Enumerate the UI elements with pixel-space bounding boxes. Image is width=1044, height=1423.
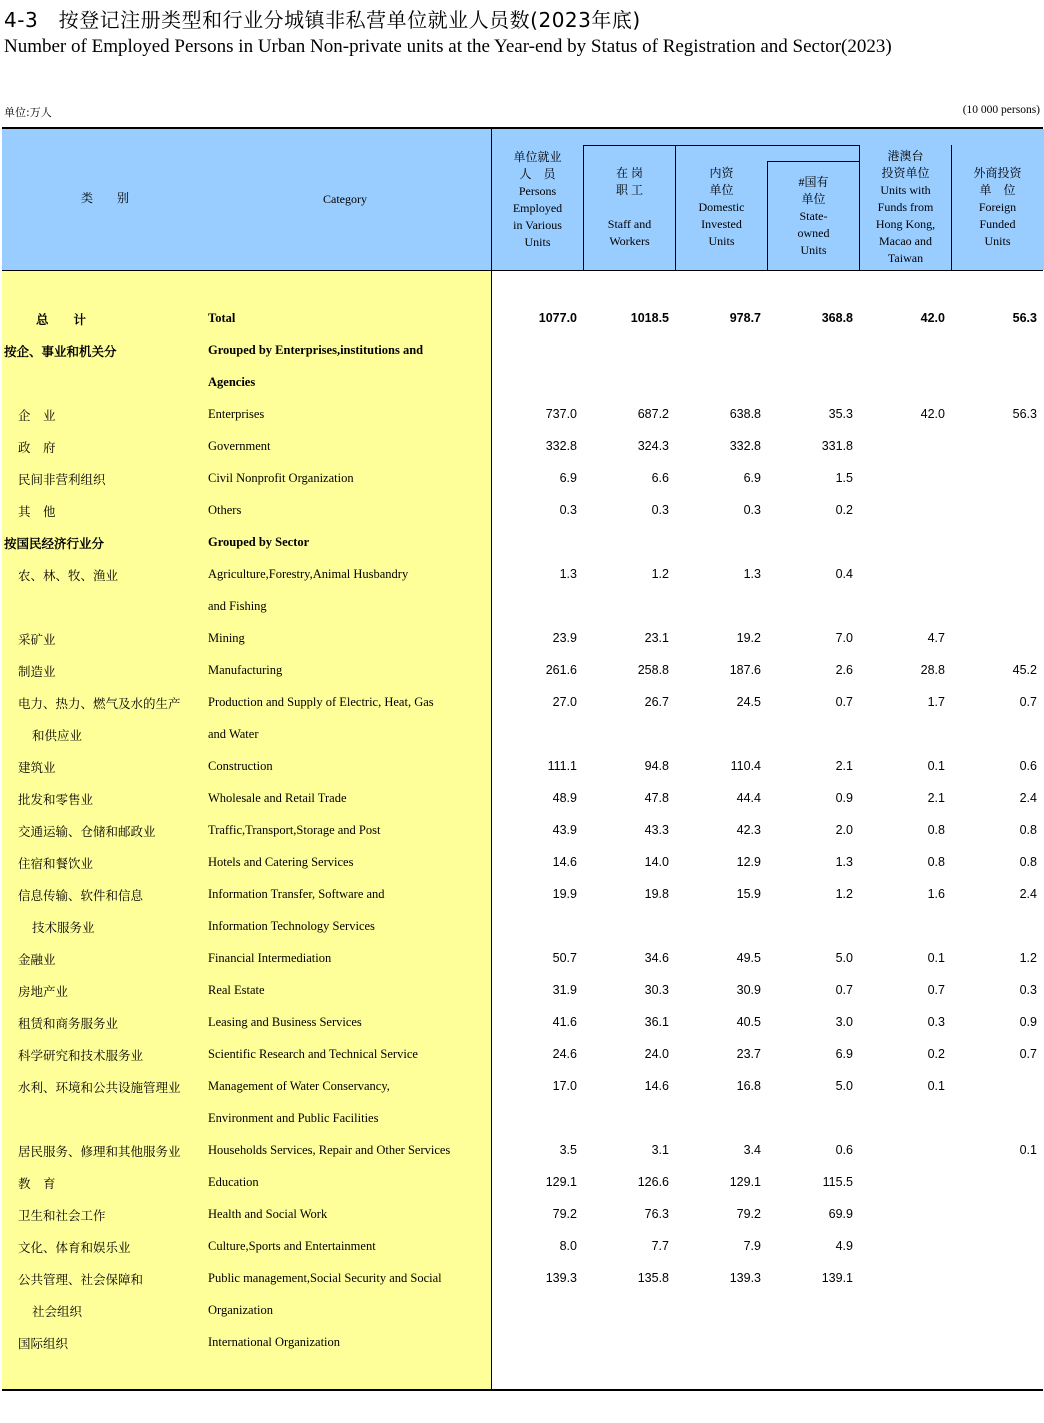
row-label-en: Education [208,1175,259,1189]
row-label-en: Civil Nonprofit Organization [208,471,354,485]
header-category-en: Category [323,192,367,206]
row-value-col4: 3.0 [835,1015,853,1029]
table-row [2,879,1043,911]
row-label-cn: 政 府 [18,440,56,455]
row-label-cn: 信息传输、软件和信息 [18,888,144,903]
row-value-col4: 2.6 [835,663,853,677]
row-value-col1: 1.3 [559,567,577,581]
row-label-cn: 农、林、牧、渔业 [18,568,119,583]
row-label-cn: 按国民经济行业分 [4,536,105,551]
row-value-col2: 7.7 [651,1239,669,1253]
row-label-cn: 企 业 [18,408,56,423]
table-row [2,1199,1043,1231]
table-row [2,399,1043,431]
row-value-col4: 7.0 [835,631,853,645]
row-label-en: Mining [208,631,245,645]
row-value-col1: 48.9 [552,791,577,805]
row-value-col5: 42.0 [920,311,945,325]
row-value-col6: 45.2 [1012,663,1037,677]
row-value-col4: 331.8 [821,439,853,453]
row-value-col3: 30.9 [736,983,761,997]
header-divider [583,145,860,146]
row-value-col4: 2.1 [835,759,853,773]
row-label-en: Information Transfer, Software and [208,887,385,901]
row-value-col3: 6.9 [743,471,761,485]
row-value-col3: 79.2 [736,1207,761,1221]
row-label-cn: 租赁和商务服务业 [18,1016,119,1031]
row-label-en: Real Estate [208,983,265,997]
row-label-en: Public management,Social Security and Social [208,1271,442,1285]
row-label-cn: 采矿业 [18,632,56,647]
table-row [2,815,1043,847]
row-value-col2: 47.8 [644,791,669,805]
row-value-col1: 737.0 [545,407,577,421]
row-value-col3: 0.3 [743,503,761,517]
row-value-col5: 0.8 [927,823,945,837]
row-label-en: and Fishing [208,599,267,613]
table-row [2,943,1043,975]
row-label-en: Wholesale and Retail Trade [208,791,347,805]
row-label-cn: 社会组织 [32,1304,83,1319]
table-row [2,1231,1043,1263]
row-value-col5: 0.1 [927,951,945,965]
row-label-en: Agriculture,Forestry,Animal Husbandry [208,567,409,581]
row-value-col4: 115.5 [822,1175,853,1189]
row-value-col3: 15.9 [736,887,761,901]
row-label-en: Information Technology Services [208,919,375,933]
row-value-col4: 1.5 [835,471,853,485]
bottom-rule [2,1389,1043,1391]
row-label-cn: 交通运输、仓储和邮政业 [18,824,156,839]
row-value-col2: 135.8 [637,1271,669,1285]
header-col-domestic: 内资 单位 Domestic Invested Units [698,166,745,248]
row-value-col2: 258.8 [637,663,669,677]
row-value-col3: 7.9 [743,1239,761,1253]
row-value-col3: 23.7 [736,1047,761,1061]
row-value-col3: 129.1 [729,1175,761,1189]
row-value-col1: 50.7 [552,951,577,965]
row-value-col2: 14.6 [644,1079,669,1093]
row-value-col3: 49.5 [736,951,761,965]
row-value-col1: 1077.0 [538,311,577,325]
table-row [2,495,1043,527]
row-value-col1: 261.6 [545,663,577,677]
table-row [2,367,1043,399]
row-value-col5: 28.8 [920,663,945,677]
row-value-col5: 0.7 [927,983,945,997]
row-label-en: Grouped by Enterprises,institutions and [208,343,424,357]
table-row [2,687,1043,719]
row-label-cn: 制造业 [18,664,56,679]
table-row [2,1039,1043,1071]
row-value-col4: 0.7 [835,695,853,709]
row-label-cn: 教 育 [18,1176,56,1191]
row-value-col1: 3.5 [559,1143,577,1157]
row-label-en: Total [208,311,236,325]
table-title-chinese: 4-3 按登记注册类型和行业分城镇非私营单位就业人员数(2023年底) [4,8,641,32]
row-value-col3: 1.3 [743,567,761,581]
row-label-en: Organization [208,1303,274,1317]
row-value-col2: 43.3 [644,823,669,837]
row-value-col2: 126.6 [637,1175,669,1189]
row-value-col2: 26.7 [644,695,669,709]
row-value-col3: 3.4 [743,1143,761,1157]
row-value-col4: 0.2 [835,503,853,517]
table-row [2,431,1043,463]
row-value-col2: 23.1 [644,631,669,645]
row-label-en: Government [208,439,271,453]
table-row [2,623,1043,655]
row-label-en: Others [208,503,242,517]
row-label-en: Culture,Sports and Entertainment [208,1239,376,1253]
row-label-cn: 和供应业 [32,728,83,743]
row-value-col6: 2.4 [1019,791,1037,805]
row-value-col3: 332.8 [729,439,761,453]
row-label-en: Agencies [208,375,256,389]
row-label-en: Hotels and Catering Services [208,855,354,869]
table-row [2,559,1043,591]
table-row [2,463,1043,495]
row-label-cn: 电力、热力、燃气及水的生产 [18,696,181,711]
table-row [2,1263,1043,1295]
row-value-col6: 0.9 [1019,1015,1037,1029]
row-label-en: Management of Water Conservancy, [208,1079,390,1093]
row-value-col3: 139.3 [729,1271,761,1285]
row-value-col1: 139.3 [545,1271,577,1285]
row-value-col1: 332.8 [545,439,577,453]
table-row [2,1167,1043,1199]
table-row [2,911,1043,943]
row-value-col3: 16.8 [736,1079,761,1093]
header-col-hk-macao-taiwan: 港澳台 投资单位 Units with Funds from Hong Kong, Macao and Taiwan [875,149,936,265]
row-label-en: Financial Intermediation [208,951,332,965]
row-value-col2: 19.8 [644,887,669,901]
row-value-col3: 40.5 [736,1015,761,1029]
row-value-col1: 27.0 [552,695,577,709]
table-row [2,591,1043,623]
unit-label-english: (10 000 persons) [962,104,1040,116]
row-value-col6: 0.8 [1019,855,1037,869]
row-label-en: Environment and Public Facilities [208,1111,379,1125]
row-value-col4: 368.8 [821,311,853,325]
row-label-en: Grouped by Sector [208,535,310,549]
row-value-col3: 187.6 [729,663,761,677]
row-value-col3: 44.4 [736,791,761,805]
table-row [2,303,1043,335]
row-label-cn: 房地产业 [18,984,69,999]
row-value-col4: 1.3 [835,855,853,869]
row-label-cn: 总 计 [36,312,87,327]
row-label-cn: 文化、体育和娱乐业 [18,1240,131,1255]
row-value-col1: 43.9 [552,823,577,837]
row-value-col4: 0.7 [835,983,853,997]
row-value-col2: 324.3 [637,439,669,453]
table-row [2,335,1043,367]
header-col-staff: 在 岗 职 工 Staff and Workers [607,166,652,248]
table-row [2,847,1043,879]
row-value-col1: 111.1 [547,759,577,773]
table-row [2,751,1043,783]
row-label-en: Households Services, Repair and Other Services [208,1143,451,1157]
row-label-en: Scientific Research and Technical Service [208,1047,418,1061]
row-value-col4: 0.9 [835,791,853,805]
row-value-col2: 30.3 [644,983,669,997]
row-value-col1: 23.9 [552,631,577,645]
row-value-col4: 0.6 [835,1143,853,1157]
row-label-cn: 卫生和社会工作 [18,1208,106,1223]
table-title-english: Number of Employed Persons in Urban Non-private units at the Year-end by Status of Registration and Sector(2023) [4,36,892,57]
row-label-cn: 批发和零售业 [18,792,94,807]
table-row [2,1103,1043,1135]
row-value-col3: 110.4 [730,759,761,773]
row-label-cn: 民间非营利组织 [18,472,106,487]
row-label-en: and Water [208,727,259,741]
row-label-en: International Organization [208,1335,341,1349]
row-label-cn: 国际组织 [18,1336,69,1351]
row-value-col6: 0.7 [1019,1047,1037,1061]
row-value-col4: 6.9 [835,1047,853,1061]
row-value-col2: 34.6 [644,951,669,965]
table-row [2,719,1043,751]
row-value-col1: 19.9 [552,887,577,901]
table-row [2,1295,1043,1327]
row-label-en: Health and Social Work [208,1207,328,1221]
header-col-state-owned: #国有 单位 State- owned Units [797,175,830,257]
row-value-col5: 0.3 [927,1015,945,1029]
row-value-col2: 687.2 [637,407,669,421]
row-value-col1: 0.3 [559,503,577,517]
table-row [2,1327,1043,1359]
row-value-col1: 17.0 [552,1079,577,1093]
row-value-col5: 4.7 [927,631,945,645]
row-value-col2: 76.3 [644,1207,669,1221]
row-value-col1: 129.1 [545,1175,577,1189]
row-value-col1: 41.6 [552,1015,577,1029]
header-col-foreign: 外商投资 单 位 Foreign Funded Units [973,166,1022,248]
row-value-col5: 0.2 [927,1047,945,1061]
row-label-en: Leasing and Business Services [208,1015,362,1029]
row-value-col2: 1018.5 [630,311,669,325]
row-value-col5: 1.6 [927,887,945,901]
row-label-en: Manufacturing [208,663,283,677]
row-value-col1: 8.0 [559,1239,577,1253]
row-value-col2: 14.0 [644,855,669,869]
row-value-col5: 1.7 [927,695,945,709]
row-value-col4: 1.2 [835,887,853,901]
row-value-col5: 0.1 [927,759,945,773]
row-value-col6: 1.2 [1019,951,1037,965]
row-value-col6: 2.4 [1019,887,1037,901]
row-label-en: Construction [208,759,273,773]
row-label-cn: 按企、事业和机关分 [4,344,117,359]
header-divider [767,161,860,162]
row-value-col4: 5.0 [835,1079,853,1093]
row-value-col5: 0.1 [927,1079,945,1093]
row-value-col2: 24.0 [644,1047,669,1061]
row-value-col6: 0.6 [1019,759,1037,773]
row-value-col1: 24.6 [552,1047,577,1061]
row-value-col1: 6.9 [559,471,577,485]
row-value-col4: 5.0 [835,951,853,965]
row-label-cn: 水利、环境和公共设施管理业 [18,1080,181,1095]
row-label-cn: 金融业 [18,952,56,967]
row-value-col3: 12.9 [736,855,761,869]
row-label-cn: 科学研究和技术服务业 [18,1048,144,1063]
row-value-col4: 4.9 [835,1239,853,1253]
row-value-col6: 0.3 [1019,983,1037,997]
row-value-col4: 0.4 [835,567,853,581]
row-value-col1: 79.2 [552,1207,577,1221]
row-value-col3: 19.2 [736,631,761,645]
row-value-col3: 638.8 [729,407,761,421]
row-value-col2: 94.8 [644,759,669,773]
row-label-cn: 公共管理、社会保障和 [18,1272,144,1287]
row-label-cn: 建筑业 [18,760,56,775]
row-value-col1: 14.6 [552,855,577,869]
row-value-col1: 31.9 [552,983,577,997]
table-row [2,783,1043,815]
table-row [2,1071,1043,1103]
row-label-cn: 居民服务、修理和其他服务业 [18,1144,181,1159]
row-value-col3: 42.3 [736,823,761,837]
row-value-col3: 978.7 [729,311,761,325]
row-label-cn: 其 他 [18,504,56,519]
row-value-col2: 1.2 [651,567,669,581]
row-label-cn: 住宿和餐饮业 [18,856,94,871]
row-value-col6: 0.8 [1019,823,1037,837]
table-row [2,527,1043,559]
row-value-col5: 42.0 [920,407,945,421]
row-value-col4: 139.1 [821,1271,853,1285]
row-value-col4: 35.3 [828,407,853,421]
row-label-en: Enterprises [208,407,265,421]
table-row [2,655,1043,687]
header-category-cn: 类 别 [80,191,129,205]
row-label-cn: 技术服务业 [32,920,95,935]
row-value-col6: 56.3 [1012,407,1037,421]
row-value-col6: 0.7 [1019,695,1037,709]
row-value-col3: 24.5 [736,695,761,709]
row-value-col4: 2.0 [835,823,853,837]
table-row [2,975,1043,1007]
header-col-employed: 单位就业 人 员 Persons Employed in Various Units [512,150,563,249]
row-value-col2: 36.1 [644,1015,669,1029]
row-value-col2: 6.6 [651,471,669,485]
unit-label-chinese: 单位:万人 [4,106,52,119]
row-value-col6: 0.1 [1019,1143,1037,1157]
table-row [2,1007,1043,1039]
row-value-col2: 3.1 [651,1143,669,1157]
table-row [2,1135,1043,1167]
row-value-col2: 0.3 [651,503,669,517]
row-value-col5: 2.1 [927,791,945,805]
row-value-col4: 69.9 [828,1207,853,1221]
row-value-col6: 56.3 [1012,311,1037,325]
row-value-col5: 0.8 [927,855,945,869]
row-label-en: Traffic,Transport,Storage and Post [208,823,381,837]
row-label-en: Production and Supply of Electric, Heat, Gas [208,695,434,709]
